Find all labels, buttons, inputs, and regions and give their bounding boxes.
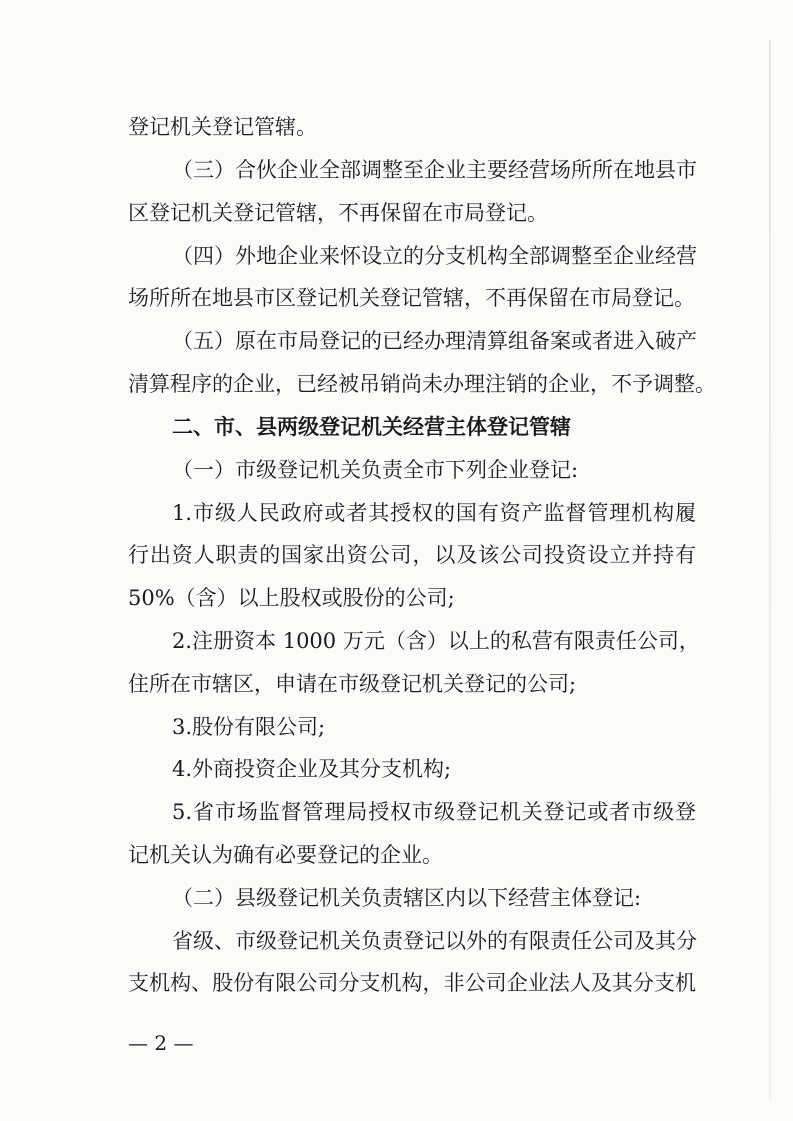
text-line-20: 省级、市级登记机关负责登记以外的有限责任公司及其分 [172, 929, 697, 953]
scan-edge-shadow [769, 40, 771, 1100]
text-line-3: 区登记机关登记管辖，不再保留在市局登记。 [128, 201, 548, 225]
text-line-1: 登记机关登记管辖。 [128, 115, 317, 139]
text-line-5: 场所所在地县市区登记机关登记管辖，不再保留在市局登记。 [128, 286, 695, 310]
text-line-10: 1.市级人民政府或者其授权的国有资产监督管理机构履 [172, 501, 696, 525]
text-line-18: 记机关认为确有必要登记的企业。 [128, 843, 443, 867]
text-line-15: 3.股份有限公司; [172, 715, 326, 739]
page-number: — 2 — [128, 1031, 194, 1055]
text-line-17: 5.省市场监督管理局授权市级登记机关登记或者市级登 [172, 800, 696, 824]
section-heading: 二、市、县两级登记机关经营主体登记管辖 [172, 415, 571, 439]
text-line-7: 清算程序的企业，已经被吊销尚未办理注销的企业，不予调整。 [128, 372, 716, 396]
text-line-4: （四）外地企业来怀设立的分支机构全部调整至企业经营 [172, 244, 697, 268]
text-line-21: 支机构、股份有限公司分支机构，非公司企业法人及其分支机 [128, 971, 696, 995]
text-line-19: （二）县级登记机关负责辖区内以下经营主体登记: [172, 886, 642, 910]
text-line-9: （一）市级登记机关负责全市下列企业登记: [172, 458, 579, 482]
text-line-2: （三）合伙企业全部调整至企业主要经营场所所在地县市 [172, 158, 697, 182]
text-line-6: （五）原在市局登记的已经办理清算组备案或者进入破产 [172, 329, 697, 353]
text-line-14: 住所在市辖区，申请在市级登记机关登记的公司; [128, 672, 577, 696]
text-line-12: 50%（含）以上股权或股份的公司; [128, 586, 455, 610]
text-line-16: 4.外商投资企业及其分支机构; [172, 757, 452, 781]
text-line-11: 行出资人职责的国家出资公司，以及该公司投资设立并持有 [128, 543, 696, 567]
text-line-13: 2.注册资本 1000 万元（含）以上的私营有限责任公司， [172, 629, 700, 653]
